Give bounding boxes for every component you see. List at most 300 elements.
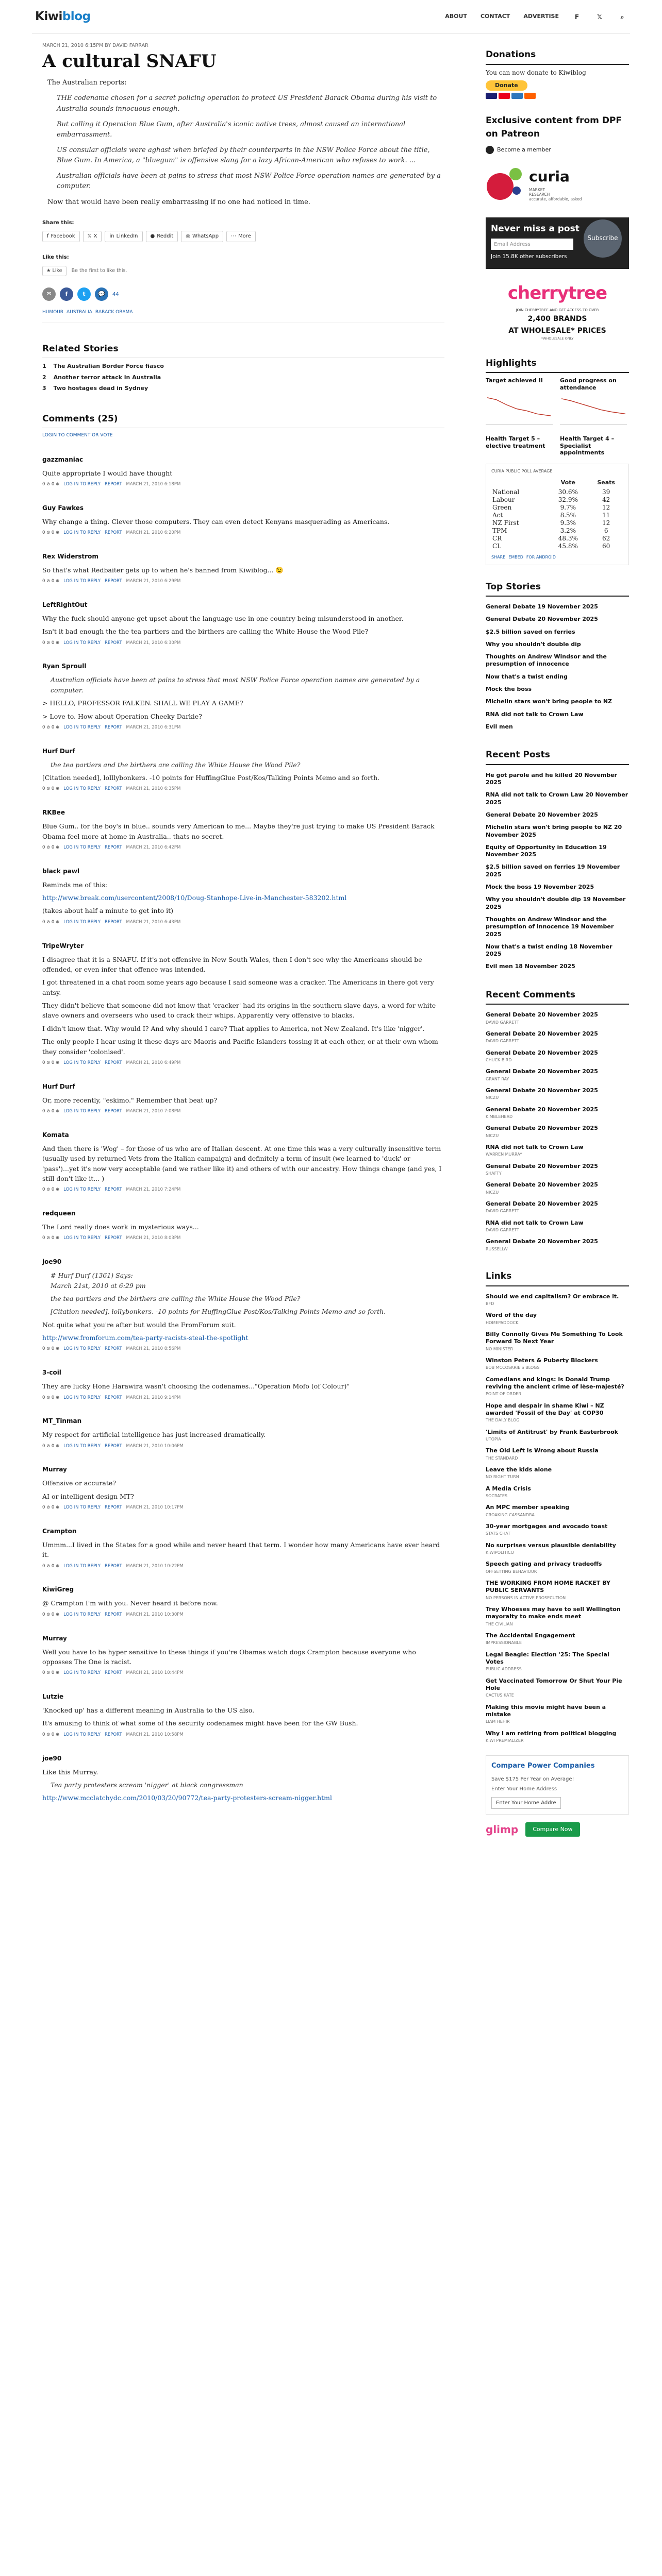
related-title: The Australian Border Force fiasco [53,363,164,369]
top-stories-item[interactable]: $2.5 billion saved on ferries [486,628,575,635]
comment [42,1692,444,1738]
newsletter-heading: Never miss a post [491,223,580,234]
links-item[interactable] [486,1539,629,1558]
comment-text: Isn't it bad enough the the tea partiers and the birthers are calling the White House the Wood Pile? [42,628,369,636]
vote-counts[interactable]: 0 ⊘ 0 ⊕ [42,1235,60,1241]
x-icon: 𝕏 [87,233,92,240]
vote-counts[interactable]: 0 ⊘ 0 ⊕ [42,1732,60,1737]
cherrytree-ad[interactable] [486,280,629,342]
patreon-label: Become a member [497,146,551,153]
item-title: General Debate 20 November 2025 [486,1106,598,1113]
poll-footer-link[interactable]: EMBED [508,554,523,560]
report-link[interactable]: REPORT [104,1060,122,1065]
item-source: NICZU [486,1190,499,1195]
item-title: Trey Whoeses may have to sell Wellington mayoralty to make ends meet [486,1606,621,1620]
curia-ad[interactable] [486,166,629,202]
nav-about[interactable]: ABOUT [445,13,467,20]
post-tags [42,309,444,323]
top-stories-item[interactable]: Now that's a twist ending [486,673,568,680]
comment-footer [42,1504,444,1511]
reaction-count: 44 [112,291,119,297]
comment-text: I didn't know that. Why would I? And why should I care? That applies to America, not New Zealand. It's like 'nigger'. [42,1024,425,1032]
item-title: Winston Peters & Puberty Blockers [486,1357,598,1364]
vote-counts[interactable]: 0 ⊘ 0 ⊕ [42,844,60,850]
item-source: GRANT RAY [486,1076,509,1081]
comment-author: LeftRightOut [42,601,88,608]
item-title: Billy Connolly Gives Me Something To Look Forward To Next Year [486,1331,623,1345]
comment-footer [42,1670,444,1676]
recent-posts-item[interactable]: RNA did not talk to Crown Law 20 November 2025 [486,791,628,806]
reply-link[interactable]: LOG IN TO REPLY [63,1443,101,1449]
poll-footer-link[interactable]: SHARE [491,554,506,560]
recent-comments-item[interactable] [486,1104,629,1123]
vote-counts[interactable]: 0 ⊘ 0 ⊕ [42,786,60,792]
comment-author: TripeWryter [42,942,84,950]
share-button-label: WhatsApp [192,233,219,240]
comment [42,455,444,488]
vote-counts[interactable]: 0 ⊘ 0 ⊕ [42,579,60,584]
share-x-button[interactable] [83,231,102,242]
top-stories-list [486,601,629,733]
highlight-card[interactable] [486,377,555,430]
links-item[interactable] [486,1354,629,1374]
highlight-chart [560,394,627,425]
comment-author: black pawl [42,867,79,875]
share-facebook-button[interactable] [42,231,80,242]
power-ad-input[interactable]: Enter Your Home Addre [491,1797,561,1809]
highlight-card[interactable] [560,435,629,456]
comment-link[interactable]: http://www.mcclatchydc.com/2010/03/20/90772/tea-party-protesters-scream-nigger.html [42,1794,333,1802]
item-title: Leave the kids alone [486,1466,552,1473]
poll-table [491,478,623,550]
site-logo[interactable] [35,8,90,26]
comment-link[interactable]: http://www.fromforum.com/tea-party-racists-steal-the-spotlight [42,1334,249,1342]
poll-row [491,504,623,512]
like-button-label: Like [52,267,62,274]
item-title: RNA did not talk to Crown Law [486,1144,584,1151]
share-linkedin-button[interactable] [105,231,142,242]
vote-counts[interactable]: 0 ⊘ 0 ⊕ [42,1187,60,1193]
comment-footer [42,1443,444,1450]
vote-counts[interactable]: 0 ⊘ 0 ⊕ [42,1505,60,1511]
item-source: WARREN MURRAY [486,1152,522,1157]
report-link[interactable]: REPORT [104,1563,122,1569]
reply-link[interactable]: LOG IN TO REPLY [63,1395,101,1400]
reply-link[interactable]: LOG IN TO REPLY [63,1505,101,1511]
patreon-button[interactable] [486,146,629,155]
recent-comments-item[interactable] [486,1235,629,1255]
links-item[interactable] [486,1727,629,1747]
reply-link[interactable]: LOG IN TO REPLY [63,1187,101,1193]
recent-posts-item[interactable]: $2.5 billion saved on ferries 19 November 2025 [486,863,620,878]
patreon-icon [486,146,494,154]
vote-counts[interactable]: 0 ⊘ 0 ⊕ [42,640,60,646]
item-title: General Debate 20 November 2025 [486,1049,598,1056]
links-item[interactable] [486,1603,629,1630]
links-item[interactable] [486,1464,629,1483]
recent-comments-item[interactable] [486,1198,629,1217]
poll-party: CR [492,534,502,542]
comment [42,662,444,731]
poll-seats: 60 [602,542,610,550]
like-label: Like this: [42,254,69,260]
links-item[interactable] [486,1445,629,1464]
poll-seats: 39 [602,488,610,496]
top-stories-item[interactable]: Evil men [486,723,513,730]
tag-link[interactable]: BARACK OBAMA [95,310,133,315]
comment-text: (takes about half a minute to get into it) [42,907,173,915]
comment-date: MARCH 21, 2010 6:18PM [126,481,181,487]
links-item[interactable] [486,1630,629,1649]
vote-counts[interactable]: 0 ⊘ 0 ⊕ [42,1443,60,1449]
vote-counts[interactable]: 0 ⊘ 0 ⊕ [42,1563,60,1569]
item-source: DAVID GARRETT [486,1228,519,1233]
vote-counts[interactable]: 0 ⊘ 0 ⊕ [42,481,60,487]
poll-col-seats: Seats [597,479,615,486]
report-link[interactable]: REPORT [104,1235,122,1241]
poll-party: TPM [492,527,507,534]
recent-posts-item[interactable]: Evil men 18 November 2025 [486,963,575,970]
report-link[interactable]: REPORT [104,640,122,646]
poll-party: Green [492,503,512,511]
recent-posts-item[interactable]: He got parole and he killed 20 November 2025 [486,771,617,786]
share-more-button[interactable] [226,231,256,242]
item-title: General Debate 20 November 2025 [486,1200,598,1208]
curia-line1: MARKET [529,188,545,192]
report-link[interactable]: REPORT [104,1612,122,1617]
item-title: General Debate 20 November 2025 [486,1030,598,1037]
comment [42,1465,444,1511]
related-item[interactable] [42,362,444,371]
reply-link[interactable]: LOG IN TO REPLY [63,1346,101,1352]
item-source: KIMBLEHEAD [486,1114,513,1119]
report-link[interactable]: REPORT [104,530,122,535]
poll-seats: 11 [602,511,610,519]
poll-seats: 42 [602,496,610,503]
item-source: THE DAILY BLOG [486,1418,520,1423]
item-source: PUBLIC ADDRESS [486,1667,522,1672]
comment-footer [42,919,444,926]
report-link[interactable]: REPORT [104,1395,122,1400]
login-to-comment[interactable]: LOGIN TO COMMENT OR VOTE [42,433,113,438]
compare-now-button[interactable]: Compare Now [525,1822,580,1837]
comment-author: Rex Widerstrom [42,552,98,560]
recent-comments-item[interactable] [486,1179,629,1198]
comment-text: [Citation needed], lolllybonkers. -10 points for HuffingGlue Post/Kos/Talking Points Memo and so forth. [42,774,380,782]
recent-comments-item[interactable] [486,1065,629,1084]
reply-link[interactable]: LOG IN TO REPLY [63,481,101,487]
highlight-title: Target achieved II [486,377,543,384]
comment [42,503,444,536]
vote-counts[interactable]: 0 ⊘ 0 ⊕ [42,1670,60,1676]
donate-button[interactable]: Donate [486,80,527,91]
email-icon[interactable]: ✉ [42,287,56,301]
reply-link[interactable]: LOG IN TO REPLY [63,786,101,792]
highlight-title: Good progress on attendance [560,377,617,391]
comment-date: MARCH 21, 2010 6:42PM [126,844,181,850]
vote-counts[interactable]: 0 ⊘ 0 ⊕ [42,919,60,925]
links-item[interactable] [486,1558,629,1577]
comment-footer [42,1346,444,1352]
report-link[interactable]: REPORT [104,786,122,792]
recent-posts-item[interactable]: General Debate 20 November 2025 [486,811,598,818]
share-label: Share this: [42,219,74,226]
top-stories-item[interactable]: General Debate 19 November 2025 [486,603,598,610]
related-item[interactable] [42,374,444,382]
comment-text: My respect for artificial intelligence has just increased dramatically. [42,1431,266,1439]
comment-date: MARCH 21, 2010 8:56PM [126,1346,181,1352]
report-link[interactable]: REPORT [104,1443,122,1449]
comment-text: It's amusing to think of what some of the security codenames might have been for the GW Bush. [42,1719,358,1727]
comment-text: Why the fuck should anyone get upset about the language use in one country being misunderstood in another. [42,614,404,622]
highlight-chart [486,394,553,425]
vote-counts[interactable]: 0 ⊘ 0 ⊕ [42,1109,60,1114]
reply-link[interactable]: LOG IN TO REPLY [63,844,101,850]
reply-link[interactable]: LOG IN TO REPLY [63,579,101,584]
report-link[interactable]: REPORT [104,1505,122,1511]
report-link[interactable]: REPORT [104,1187,122,1193]
poll-vote: 9.7% [560,503,576,511]
recent-posts-heading: Recent Posts [486,749,629,765]
related-item[interactable] [42,384,444,393]
facebook-icon[interactable]: f [60,287,73,301]
post-title: A cultural SNAFU [42,51,217,72]
power-ad[interactable] [486,1755,629,1815]
comment-text: They are lucky Hone Harawira wasn't choosing the codenames..."Operation Mofo (of Colour)" [42,1382,350,1391]
share-buttons [42,231,444,242]
recent-comments-item[interactable] [486,1028,629,1047]
visa-icon [486,93,497,99]
recent-comments-item[interactable] [486,1141,629,1160]
comment [42,747,444,793]
links-item[interactable] [486,1520,629,1539]
reply-link[interactable]: LOG IN TO REPLY [63,1060,101,1065]
links-item[interactable] [486,1328,629,1354]
comment-footer [42,1563,444,1570]
comment-quote: [Citation needed], lollybonkers. -10 points for HuffingGlue Post/Kos/Talking Points Memo and so forth. [51,1308,386,1316]
body-paragraph: The Australian reports: [47,79,127,87]
comment-date: MARCH 21, 2010 6:43PM [126,919,181,925]
comment-author: Hurf Durf [42,747,75,755]
reply-link[interactable]: LOG IN TO REPLY [63,530,101,535]
links-item[interactable] [486,1291,629,1310]
top-stories-item[interactable]: Why you shouldn't double dip [486,640,581,648]
vote-counts[interactable]: 0 ⊘ 0 ⊕ [42,724,60,730]
comment-footer [42,1395,444,1401]
poll-footer [491,554,623,561]
comment-author: 3-coil [42,1369,61,1377]
curia-name: curia [529,168,570,185]
recent-comments-item[interactable] [486,1122,629,1141]
item-title: General Debate 20 November 2025 [486,1162,598,1170]
share-button-label: Reddit [157,233,174,240]
comment-footer [42,530,444,536]
report-link[interactable]: REPORT [104,1670,122,1676]
comment-date: MARCH 21, 2010 7:08PM [126,1109,181,1114]
like-button[interactable]: ★ Like [42,266,67,276]
highlight-title: Health Target 4 – Specialist appointments [560,435,615,456]
vote-counts[interactable]: 0 ⊘ 0 ⊕ [42,1395,60,1400]
comment-author: Crampton [42,1527,77,1535]
comment-icon[interactable]: 💬 [95,287,108,301]
whatsapp-icon: ◎ [186,233,191,240]
report-link[interactable]: REPORT [104,579,122,584]
reply-link[interactable]: LOG IN TO REPLY [63,1235,101,1241]
recent-comments-item[interactable] [486,1009,629,1028]
comment-date: MARCH 21, 2010 10:06PM [126,1443,184,1449]
item-source: RUSSELLW [486,1246,508,1251]
recent-comments-item[interactable] [486,1160,629,1179]
item-title: General Debate 20 November 2025 [486,1125,598,1132]
recent-posts-item[interactable]: Michelin stars won't bring people to NZ 20 November 2025 [486,824,622,838]
top-stories-item[interactable]: Mock the boss [486,686,532,693]
item-title: Speech gating and privacy tradeoffs [486,1561,602,1568]
vote-counts[interactable]: 0 ⊘ 0 ⊕ [42,530,60,535]
poll-vote: 3.2% [560,527,576,534]
recent-posts-item[interactable]: Thoughts on Andrew Windsor and the presumption of innocence 19 November 2025 [486,916,614,938]
comment-author: Ryan Sproull [42,663,87,670]
recent-posts-item[interactable]: Now that's a twist ending 18 November 2025 [486,943,613,958]
comment-text: Offensive or accurate? [42,1479,116,1487]
top-stories-item[interactable]: General Debate 20 November 2025 [486,616,598,623]
reply-link[interactable]: LOG IN TO REPLY [63,1612,101,1617]
report-link[interactable]: REPORT [104,1346,122,1352]
twitter-icon[interactable]: t [77,287,91,301]
recent-posts-item[interactable]: Why you shouldn't double dip 19 November 2025 [486,896,626,910]
item-source: NO MINISTER [486,1346,514,1351]
links-item[interactable] [486,1374,629,1400]
top-stories-item[interactable]: RNA did not talk to Crown Law [486,710,584,718]
share-whatsapp-button[interactable] [181,231,223,242]
top-stories-item[interactable]: Thoughts on Andrew Windsor and the presumption of innocence [486,653,607,668]
facebook-icon[interactable]: F [574,13,580,21]
reply-link[interactable]: LOG IN TO REPLY [63,640,101,646]
recent-posts-item[interactable]: Equity of Opportunity in Education 19 November 2025 [486,843,607,858]
sidebar [486,34,629,1837]
comment-date: MARCH 21, 2010 7:24PM [126,1187,181,1193]
highlight-card[interactable] [560,377,629,430]
vote-counts[interactable]: 0 ⊘ 0 ⊕ [42,1060,60,1065]
poll-vote: 9.3% [560,519,576,527]
report-link[interactable]: REPORT [104,844,122,850]
comment-text: Or, more recently, "eskimo." Remember that beat up? [42,1096,218,1104]
search-icon[interactable]: ⌕ [620,13,624,21]
links-item[interactable] [486,1309,629,1328]
comment-date: MARCH 21, 2010 10:44PM [126,1670,184,1676]
report-link[interactable]: REPORT [104,1109,122,1114]
mastercard-icon [499,93,510,99]
top-stories-item[interactable]: Michelin stars won't bring people to NZ [486,698,613,705]
links-item[interactable] [486,1501,629,1520]
vote-counts[interactable]: 0 ⊘ 0 ⊕ [42,1612,60,1617]
glimp-ad[interactable] [486,1822,629,1837]
report-link[interactable]: REPORT [104,724,122,730]
poll-party: Labour [492,496,515,503]
reply-link[interactable]: LOG IN TO REPLY [63,724,101,730]
main-column [42,34,444,1806]
tag-link[interactable]: AUSTRALIA [67,310,92,315]
links-heading: Links [486,1270,629,1286]
links-item[interactable] [486,1577,629,1603]
x-icon[interactable]: 𝕏 [597,13,602,21]
item-source: UTOPIA [486,1436,501,1442]
comment-text: So that's what Redbaiter gets up to when he's banned from Kiwiblog... 😉 [42,566,284,574]
item-title: The Old Left is Wrong about Russia [486,1447,599,1454]
item-source: KIWI PREMIALIZER [486,1738,524,1743]
vote-counts[interactable]: 0 ⊘ 0 ⊕ [42,1346,60,1352]
subscriber-count: Join 15.8K other subscribers [491,253,567,260]
comment-text: They didn't believe that someone did not know that 'cracker' had its origins in the southern slave days, a word for white slave owners and overseers who used to crack their whips. Apparently very offensive to blacks. [42,1002,436,1020]
links-item[interactable] [486,1701,629,1727]
comment-quote: Australian officials have been at pains to stress that most NSW Police Force operation names are generated by a computer. [51,676,420,694]
recent-comments-item[interactable] [486,1217,629,1236]
subscribe-button[interactable]: Subscribe [584,219,622,258]
comment-author: Lutzie [42,1693,64,1700]
links-item[interactable] [486,1426,629,1445]
poll-footer-link[interactable]: FOR ANDROID [526,554,556,560]
comment [42,1527,444,1570]
item-source: BOB MCCOSKRIE'S BLOGS [486,1365,540,1370]
nav-advertise[interactable]: ADVERTISE [523,13,559,20]
email-field[interactable]: Email Address [491,239,573,250]
recent-comments-item[interactable] [486,1084,629,1104]
comment-quote: the tea partiers and the birthers are calling the White House the Wood Pile? [51,760,301,769]
reply-link[interactable]: LOG IN TO REPLY [63,1109,101,1114]
item-source: LIAM HEHIR [486,1719,510,1724]
report-link[interactable]: REPORT [104,481,122,487]
donations-heading: Donations [486,48,629,65]
item-title: General Debate 20 November 2025 [486,1181,598,1189]
cherrytree-big2: AT WHOLESALE* PRICES [508,327,606,335]
reply-link[interactable]: LOG IN TO REPLY [63,919,101,925]
comment-author: MT_Tinman [42,1417,82,1425]
item-source: NO PERSONS IN ACTIVE PROSECUTION [486,1595,566,1600]
comment [42,867,444,926]
comment-footer [42,786,444,792]
comment-link[interactable]: http://www.break.com/usercontent/2008/10/Doug-Stanhope-Live-in-Manchester-583202.html [42,894,347,902]
quote-paragraph: US consular officials were aghast when briefed by their counterparts in the NSW Police Force about the title, Blue Gum. In America, a "bluegum" is offensive slang for a lazy African-American who refuses to work. ... [57,146,430,165]
reply-link[interactable]: LOG IN TO REPLY [63,1732,101,1737]
tag-link[interactable]: HUMOUR [42,310,64,315]
links-item[interactable] [486,1649,629,1675]
links-item[interactable] [486,1400,629,1426]
share-reddit-button[interactable] [146,231,178,242]
recent-posts-item[interactable]: Mock the boss 19 November 2025 [486,884,594,891]
quote-paragraph: Australian officials have been at pains to stress that most NSW Police Force operation names are generated by a computer. [57,172,441,191]
highlights-heading: Highlights [486,357,629,374]
item-title: Get Vaccinated Tomorrow Or Shut Your Pie Hole [486,1677,622,1692]
reply-link[interactable]: LOG IN TO REPLY [63,1670,101,1676]
nav-contact[interactable]: CONTACT [480,13,510,20]
linkedin-icon: in [109,233,114,240]
links-item[interactable] [486,1675,629,1701]
power-ad-row2: Enter Your Home Address [491,1786,557,1792]
report-link[interactable]: REPORT [104,919,122,925]
item-source: BFD [486,1301,494,1306]
comment-author: RKBee [42,809,65,817]
reply-link[interactable]: LOG IN TO REPLY [63,1563,101,1569]
related-title: Another terror attack in Australia [53,374,161,381]
item-title: RNA did not talk to Crown Law [486,1219,584,1226]
comment-text: Not quite what you're after but would the FromForum suit. [42,1320,236,1329]
comment-date: MARCH 21, 2010 6:35PM [126,786,181,792]
recent-comments-item[interactable] [486,1047,629,1066]
comment [42,808,444,851]
report-link[interactable]: REPORT [104,1732,122,1737]
top-stories-heading: Top Stories [486,581,629,597]
links-item[interactable] [486,1483,629,1502]
highlight-card[interactable] [486,435,555,456]
